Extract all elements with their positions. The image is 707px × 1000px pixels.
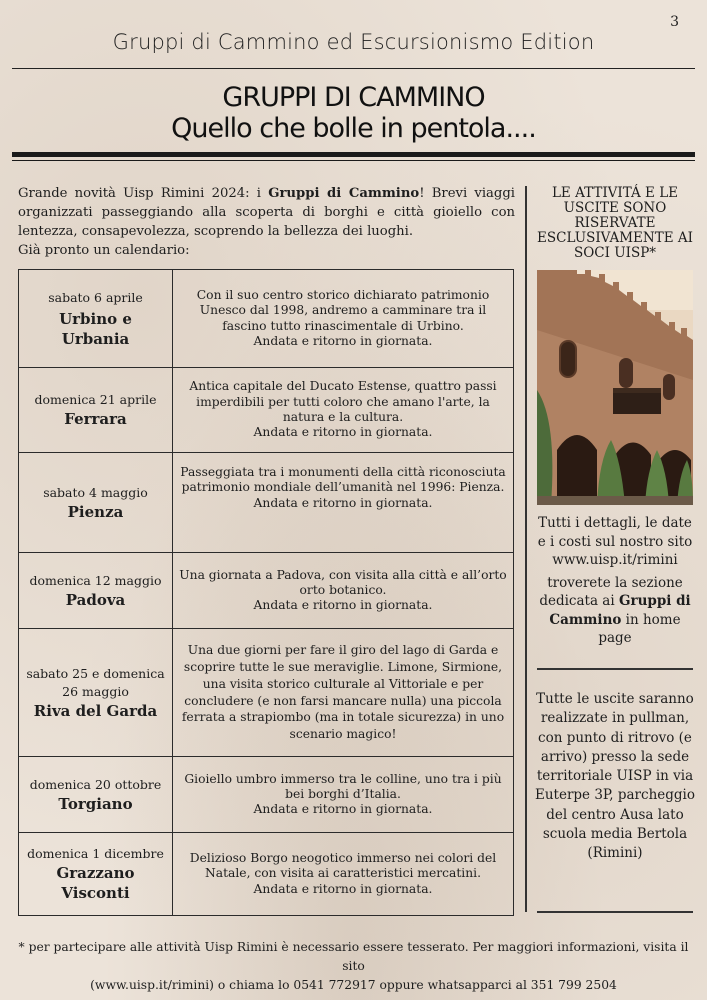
description-cell xyxy=(173,368,514,453)
event-note: Andata e ritorno in giornata. xyxy=(253,881,433,896)
calendar-row xyxy=(19,368,514,453)
column-divider xyxy=(525,186,527,912)
date-cell xyxy=(19,553,173,629)
event-description: Passeggiata tra i monumenti della città riconosciuta patrimonio mondiale dell’umanità nel 1996: Pienza. xyxy=(180,465,506,495)
section-bold: Gruppi di Cammino xyxy=(549,593,691,628)
header-title: Gruppi di Cammino ed Escursionismo Edition xyxy=(112,30,595,54)
event-note: Andata e ritorno in giornata. xyxy=(253,333,433,348)
sidebar-rule xyxy=(537,668,693,670)
intro-text xyxy=(18,184,515,260)
event-description: Una giornata a Padova, con visita alla città e all’orto orto botanico. xyxy=(179,567,507,597)
main-title xyxy=(0,82,707,144)
sidebar-rule xyxy=(537,911,693,913)
site-details xyxy=(535,514,695,648)
date-cell xyxy=(19,757,173,833)
calendar-row xyxy=(19,270,514,368)
section-text xyxy=(535,574,695,648)
event-place: Riva del Garda xyxy=(33,701,158,720)
calendar-row xyxy=(19,629,514,757)
footer-line2: (www.uisp.it/rimini) o chiama lo 0541 772917 oppure whatsapparci al 351 799 2504 xyxy=(90,978,617,992)
description-cell xyxy=(173,270,514,368)
section-after: in home page xyxy=(598,611,681,646)
event-note: Andata e ritorno in giornata. xyxy=(253,802,433,817)
event-place: Pienza xyxy=(67,502,124,521)
event-place: Urbino e Urbania xyxy=(59,309,132,348)
description-cell xyxy=(173,757,514,833)
calendar-row xyxy=(19,553,514,629)
section-before: troverete la sezione dedicata ai xyxy=(539,574,683,609)
event-date: sabato 6 aprile xyxy=(48,289,143,305)
pullman-info: Tutte le uscite saranno realizzate in pullman, con punto di ritrovo (e arrivo) presso la sede territoriale UISP in via Euterpe 3P, parcheggio del centro Ausa lato scuola media Bertola (Rimini) xyxy=(535,691,695,862)
calendar-row xyxy=(19,757,514,833)
intro-after: ! Brevi viaggi organizzati passeggiando alla scoperta di borghi e città gioiello con lentezza, consapevolezza, scoprendo la bellezza dei luoghi. xyxy=(18,186,515,239)
page-number: 3 xyxy=(670,14,679,30)
main-title-line2: Quello che bolle in pentola.... xyxy=(171,113,536,144)
event-place: Grazzano Visconti xyxy=(56,864,135,902)
calendar-table xyxy=(18,269,514,916)
event-description: Gioiello umbro immerso tra le colline, uno tra i più bei borghi d’Italia. xyxy=(184,771,502,801)
calendar-row xyxy=(19,453,514,553)
event-description: Una due giorni per fare il giro del lago di Garda e scoprire tutte le sue meraviglie. Limone, Sirmione, una visita storico culturale al Vittoriale e per concludere (e non farsi mancare nulla) una piccola ferrata a strapiombo (ma in totale sicurezza) in uno scenario magico! xyxy=(181,643,505,741)
event-date: sabato 4 maggio xyxy=(43,484,148,500)
site-link[interactable]: www.uisp.it/rimini xyxy=(552,552,678,568)
event-description: Antica capitale del Ducato Estense, quattro passi imperdibili per tutti coloro che amano l'arte, la natura e la cultura. xyxy=(189,379,497,424)
description-cell xyxy=(173,453,514,553)
event-place: Torgiano xyxy=(58,794,133,813)
calendar-row xyxy=(19,833,514,916)
date-cell xyxy=(19,833,173,916)
main-title-line1: GRUPPI DI CAMMINO xyxy=(222,82,485,113)
date-cell xyxy=(19,368,173,453)
footer-line1: * per partecipare alle attività Uisp Rimini è necessario essere tesserato. Per maggiori informazioni, visita il sito xyxy=(18,940,689,973)
event-description: Con il suo centro storico dichiarato patrimonio Unesco dal 1998, andremo a camminare tra il fascino tutto rinascimentale di Urbino. xyxy=(196,287,490,333)
intro-bold: Gruppi di Cammino xyxy=(268,186,420,201)
castle-photo xyxy=(537,270,693,505)
event-date: sabato 25 e domenica 26 maggio xyxy=(26,665,165,699)
intro-before: Grande novità Uisp Rimini 2024: i xyxy=(18,186,269,201)
intro-line2: Già pronto un calendario: xyxy=(18,243,190,258)
event-date: domenica 1 dicembre xyxy=(27,846,164,861)
date-cell xyxy=(19,270,173,368)
members-only-notice: LE ATTIVITÁ E LE USCITE SONO RISERVATE ESCLUSIVAMENTE AI SOCI UISP* xyxy=(537,185,693,261)
description-cell xyxy=(173,629,514,757)
event-note: Andata e ritorno in giornata. xyxy=(253,495,433,510)
title-rule-thick xyxy=(12,152,695,157)
date-cell xyxy=(19,453,173,553)
event-note: Andata e ritorno in giornata. xyxy=(253,425,433,440)
event-date: domenica 21 aprile xyxy=(34,392,157,407)
header-rule xyxy=(12,68,695,69)
date-cell xyxy=(19,629,173,757)
event-place: Ferrara xyxy=(64,410,127,428)
title-rule-thin xyxy=(12,160,695,161)
description-cell xyxy=(173,833,514,916)
details-text: Tutti i dettagli, le date e i costi sul nostro sito xyxy=(537,515,693,550)
event-description: Delizioso Borgo neogotico immerso nei colori del Natale, con visita ai caratteristici mercatini. xyxy=(189,851,497,881)
description-cell xyxy=(173,553,514,629)
event-note: Andata e ritorno in giornata. xyxy=(253,598,433,613)
event-date: domenica 12 maggio xyxy=(29,572,162,588)
event-place: Padova xyxy=(65,590,126,609)
footer-note xyxy=(10,938,697,995)
event-date: domenica 20 ottobre xyxy=(29,776,162,792)
